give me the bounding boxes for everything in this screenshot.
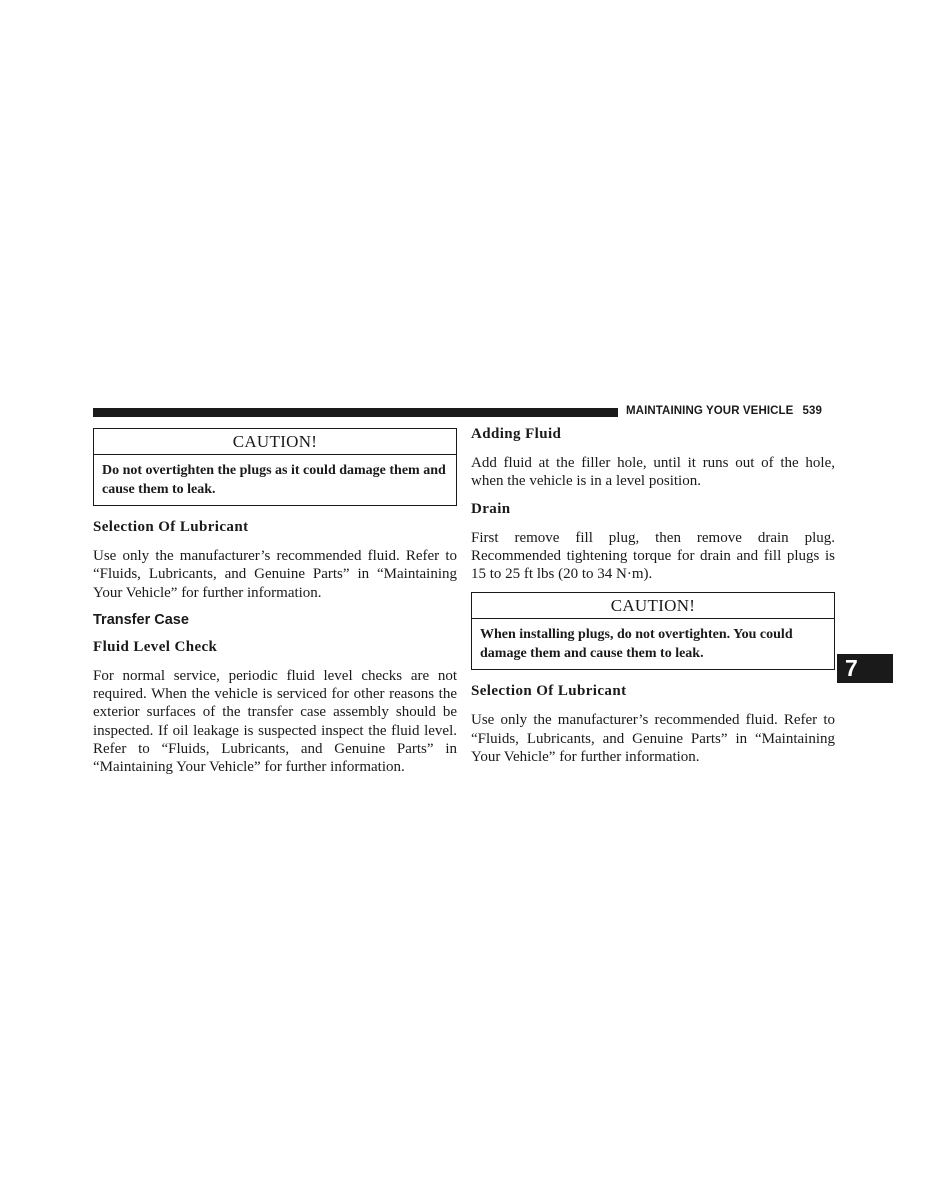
right-column <box>471 425 835 775</box>
paragraph-fluid-level-check: For normal service, periodic fluid level checks are not required. When the vehicle is serviced for other reasons the exterior surfaces of the transfer case assembly should be inspected. If oil leakage is suspected inspect the fluid level. Refer to “Fluids, Lubricants, and Genuine Parts” in “Maintaining Your Vehicle” for further information. <box>93 667 457 776</box>
caution-box <box>93 428 457 506</box>
heading-fluid-level-check: Fluid Level Check <box>93 638 218 655</box>
caution-title: CAUTION! <box>472 593 834 619</box>
heading-transfer-case: Transfer Case <box>93 611 189 628</box>
heading-drain: Drain <box>471 500 511 517</box>
chapter-tab <box>837 654 893 683</box>
section-title: MAINTAINING YOUR VEHICLE <box>626 405 794 417</box>
heading-adding-fluid: Adding Fluid <box>471 426 562 442</box>
header-rule <box>93 408 618 417</box>
paragraph-drain: First remove fill plug, then remove drain plug. Recommended tightening torque for drain and fill plugs is 15 to 25 ft lbs (20 to 34 N·m). <box>471 529 835 583</box>
heading-selection-of-lubricant: Selection Of Lubricant <box>93 519 249 535</box>
left-column <box>93 428 457 786</box>
caution-text: When installing plugs, do not overtighten. You could damage them and cause them to leak. <box>480 627 793 661</box>
paragraph-adding-fluid: Add fluid at the filler hole, until it runs out of the hole, when the vehicle is in a level position. <box>471 455 835 490</box>
page-number: 539 <box>802 405 822 417</box>
caution-title: CAUTION! <box>94 429 456 455</box>
caution-text: Do not overtighten the plugs as it could damage them and cause them to leak. <box>102 463 446 497</box>
caution-box <box>471 592 835 670</box>
paragraph-selection-of-lubricant: Use only the manufacturer’s recommended fluid. Refer to “Fluids, Lubricants, and Genuine Parts” in “Maintaining Your Vehicle” for further information. <box>471 712 835 766</box>
heading-selection-of-lubricant: Selection Of Lubricant <box>471 683 627 700</box>
chapter-number: 7 <box>845 655 858 681</box>
paragraph-selection-of-lubricant: Use only the manufacturer’s recommended fluid. Refer to “Fluids, Lubricants, and Genuine Parts” in “Maintaining Your Vehicle” for further information. <box>93 548 457 601</box>
running-header <box>626 405 836 417</box>
